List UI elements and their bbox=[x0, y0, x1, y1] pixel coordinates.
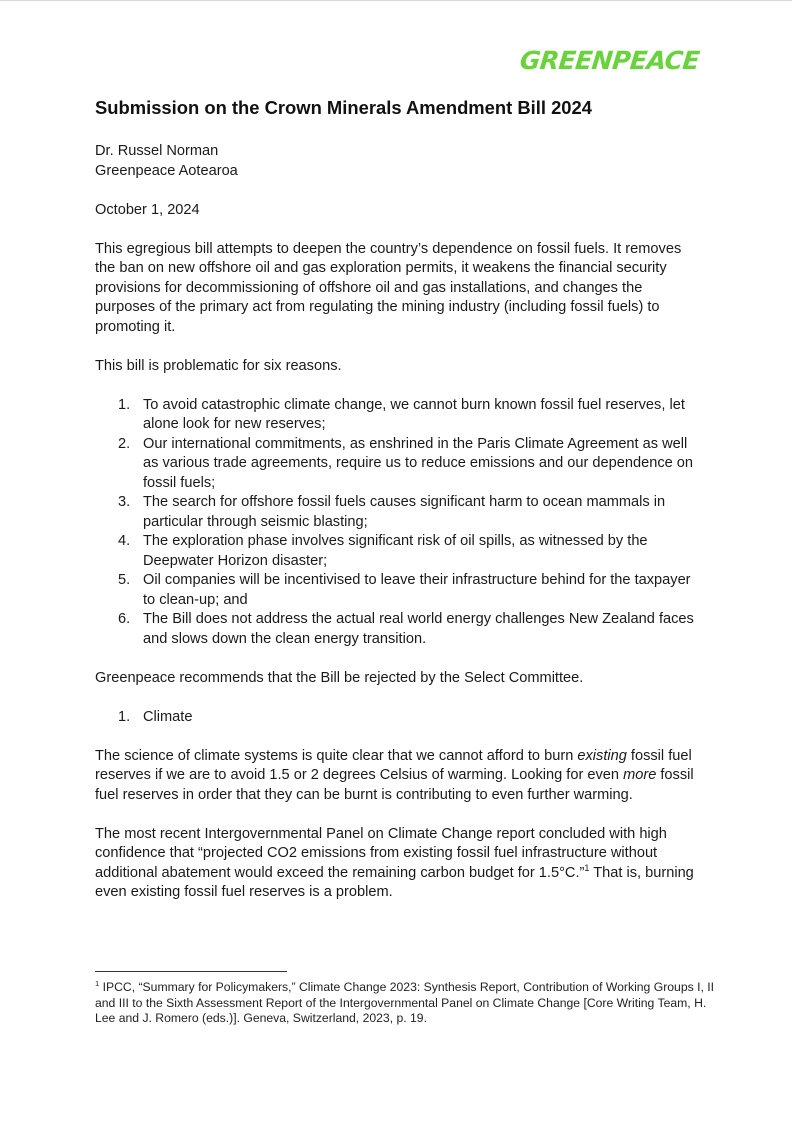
list-item bbox=[95, 610, 705, 649]
list-item bbox=[95, 532, 705, 571]
author-organisation: Greenpeace Aotearoa bbox=[95, 162, 238, 179]
footnote-divider bbox=[95, 971, 287, 972]
section-number: 1. bbox=[118, 708, 131, 725]
climate-paragraph-2 bbox=[95, 825, 705, 903]
list-item-number: 3. bbox=[118, 494, 131, 510]
document-date: October 1, 2024 bbox=[95, 201, 200, 218]
list-item-number: 2. bbox=[118, 435, 131, 452]
list-item bbox=[95, 396, 705, 435]
section-heading-climate bbox=[95, 708, 705, 728]
footnote bbox=[95, 980, 715, 1027]
list-item-text: Our international commitments, as enshrined in the Paris Climate Agreement as well as various trade agreements, require us to reduce emissions and our dependence on fossil fuels; bbox=[143, 435, 694, 491]
list-item bbox=[95, 493, 705, 532]
list-item-text: The exploration phase involves significant risk of oil spills, as witnessed by the Deepwater Horizon disaster; bbox=[143, 533, 648, 569]
greenpeace-logo: GREENPEACE bbox=[518, 46, 701, 75]
author-block bbox=[95, 142, 705, 181]
section-title: Climate bbox=[143, 708, 193, 725]
list-item-number: 4. bbox=[118, 533, 131, 549]
list-item-number: 1. bbox=[118, 396, 131, 413]
intro-paragraph: This egregious bill attempts to deepen the country’s dependence on fossil fuels. It removes the ban on new offshore oil and gas exploration permits, it weakens the financial security provisions for decommissioning of offshore oil and gas installations, and changes the purposes of the primary act from regulating the mining industry (including fossil fuels) to promoting it. bbox=[95, 240, 682, 335]
document-title: Submission on the Crown Minerals Amendment Bill 2024 bbox=[95, 97, 592, 118]
list-item bbox=[95, 571, 705, 610]
list-item-text: The Bill does not address the actual real world energy challenges New Zealand faces and slows down the clean energy transition. bbox=[143, 611, 694, 647]
author-name: Dr. Russel Norman bbox=[95, 143, 219, 159]
footnote-text: IPCC, “Summary for Policymakers,” Climate Change 2023: Synthesis Report, Contribution of Working Groups I, II and III to the Sixth Assessment Report of the Intergovernmental Panel on Climate Change [Core Writing Team, H. Lee and J. Romero (eds.)]. Geneva, Switzerland, 2023, p. 19. bbox=[95, 980, 715, 1025]
footnote-reference[interactable]: 1 bbox=[584, 862, 590, 873]
list-item-number: 6. bbox=[118, 611, 131, 627]
footnote-marker: 1 bbox=[95, 978, 100, 988]
list-item-number: 5. bbox=[118, 572, 131, 588]
recommendation: Greenpeace recommends that the Bill be rejected by the Select Committee. bbox=[95, 669, 584, 686]
list-item-text: To avoid catastrophic climate change, we cannot burn known fossil fuel reserves, let alone look for new reserves; bbox=[143, 396, 685, 432]
emphasis-existing: existing bbox=[577, 747, 627, 764]
list-item bbox=[95, 435, 705, 494]
text-run: That is, burning even existing fossil fuel reserves is a problem. bbox=[95, 864, 694, 900]
list-item-text: The search for offshore fossil fuels causes significant harm to ocean mammals in particular through seismic blasting; bbox=[143, 494, 666, 530]
list-item-text: Oil companies will be incentivised to leave their infrastructure behind for the taxpayer to clean-up; and bbox=[143, 572, 691, 608]
text-run: fossil fuel reserves in order that they can be burnt is contributing to even further warming. bbox=[95, 767, 694, 803]
reasons-list bbox=[95, 396, 705, 650]
climate-paragraph-1 bbox=[95, 747, 705, 806]
text-run: The most recent Intergovernmental Panel on Climate Change report concluded with high confidence that “projected CO2 emissions from existing fossil fuel infrastructure without additional abatement would exceed the remaining carbon budget for 1.5°C.” bbox=[95, 825, 667, 881]
reasons-intro: This bill is problematic for six reasons. bbox=[95, 357, 342, 374]
emphasis-more: more bbox=[623, 767, 657, 783]
text-run: The science of climate systems is quite clear that we cannot afford to burn bbox=[95, 747, 578, 764]
document-body bbox=[95, 142, 705, 922]
text-run: fossil fuel reserves if we are to avoid 1.5 or 2 degrees Celsius of warming. Looking for even bbox=[95, 747, 692, 783]
